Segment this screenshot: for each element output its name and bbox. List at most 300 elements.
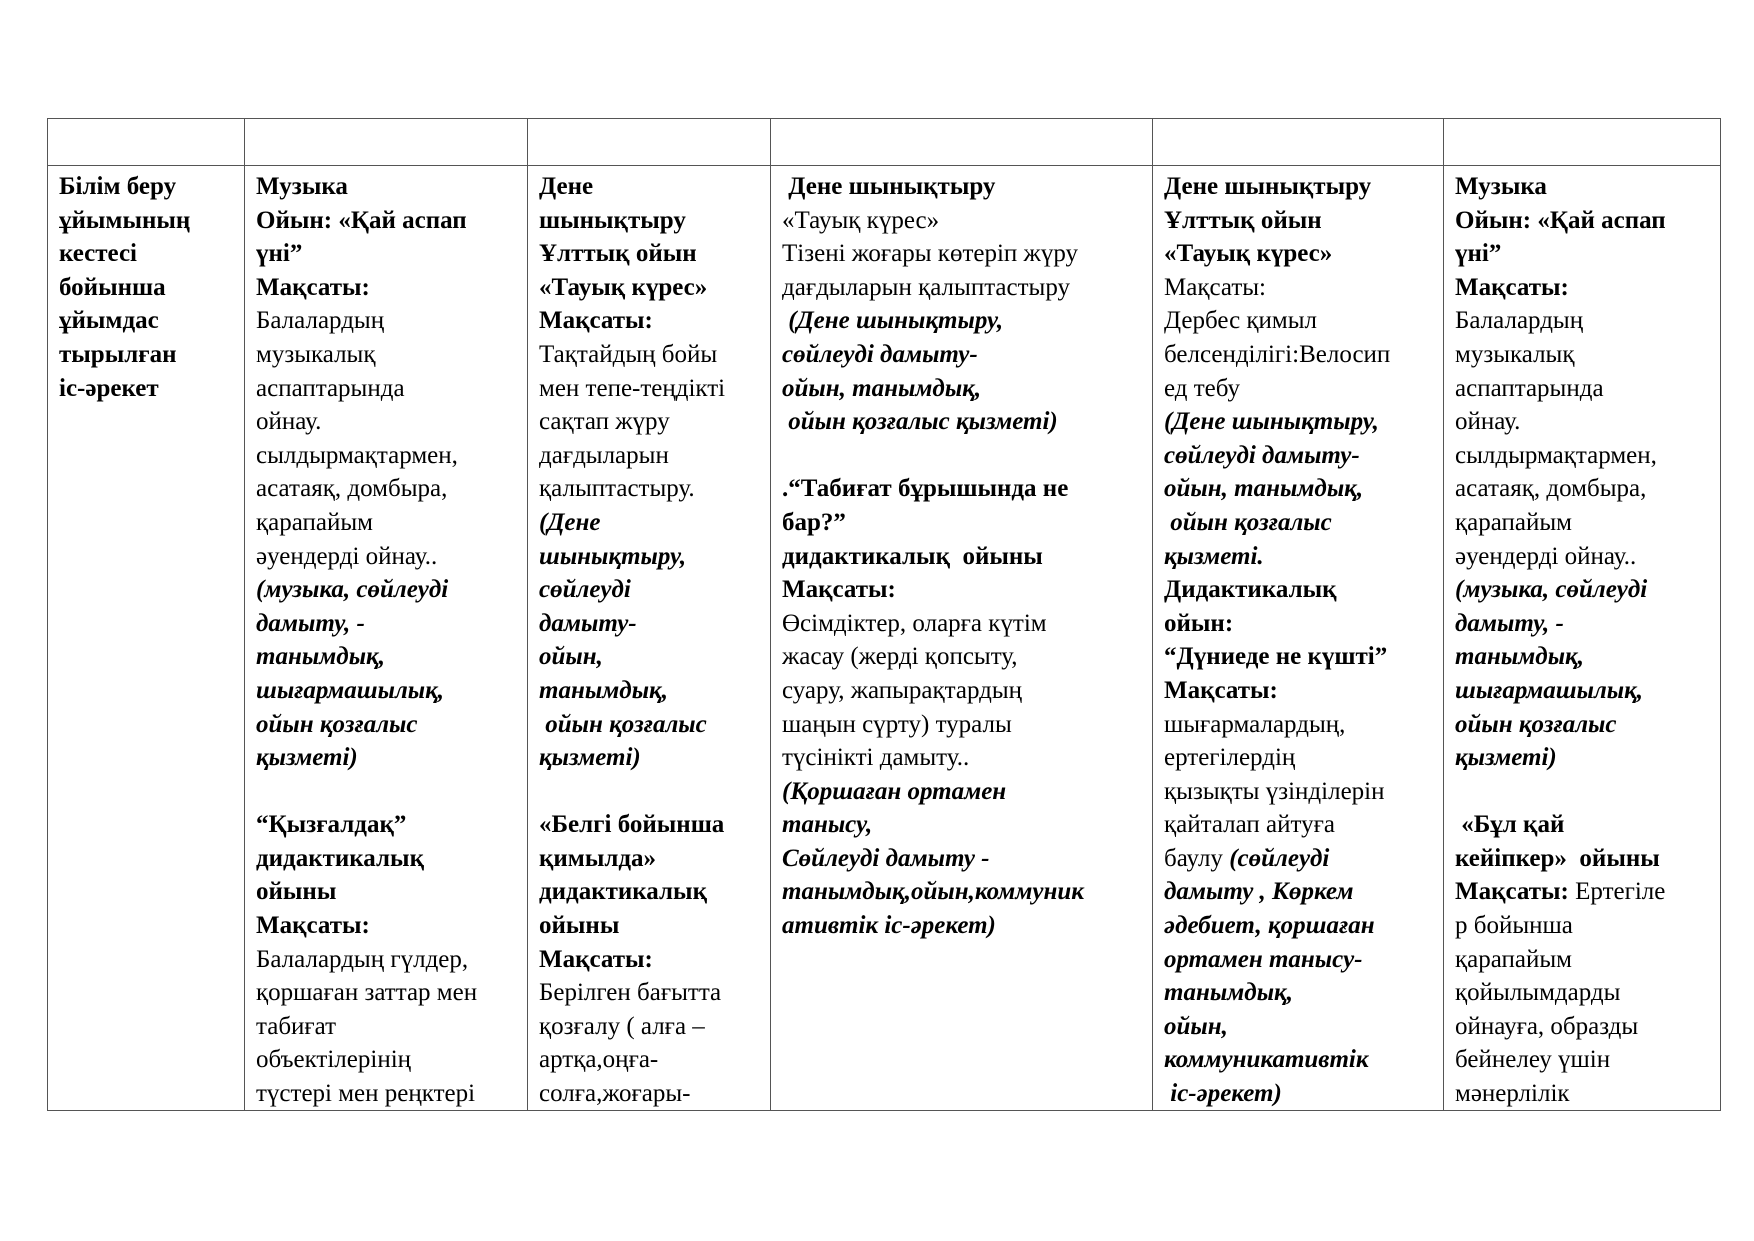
- text-run: Мақсаты:: [256, 912, 370, 940]
- text-line: [539, 338, 762, 372]
- text-run: объектілерінің: [256, 1046, 412, 1074]
- text-line: [782, 674, 1144, 708]
- text-line: [782, 808, 1144, 842]
- text-run: ед тебу: [1164, 374, 1241, 402]
- text-run: (Дене шынықтыру,: [1164, 408, 1379, 436]
- text-run: артқа,оңға-: [539, 1046, 659, 1074]
- text-run: музыкалық: [1455, 340, 1575, 368]
- text-line: [782, 573, 1144, 607]
- text-line: [1455, 506, 1712, 540]
- cell-content: [782, 170, 1144, 1110]
- text-line: [539, 1043, 762, 1077]
- text-line: [539, 405, 762, 439]
- text-line: [1455, 1077, 1712, 1110]
- text-run: сөйлеуді: [539, 576, 631, 604]
- text-run: Тізені жоғары көтеріп жүру: [782, 240, 1078, 268]
- text-run: Дене шынықтыру: [782, 173, 996, 200]
- text-line: [256, 540, 519, 574]
- friday-cell: [1444, 166, 1721, 1111]
- text-line: [256, 1077, 519, 1110]
- text-line: [1455, 338, 1712, 372]
- text-run: іс-әрекет: [59, 374, 159, 402]
- text-run: қызметі): [1455, 744, 1557, 772]
- text-run: дидактикалық ойыны: [782, 542, 1043, 570]
- text-run: «Тауық күрес»: [539, 273, 708, 301]
- text-run: кейіпкер» ойыны: [1455, 844, 1660, 872]
- activities-row: [48, 166, 1721, 1111]
- text-line: [59, 338, 236, 372]
- text-line: [782, 875, 1144, 909]
- text-run: танымдық,: [539, 676, 668, 704]
- text-run: шығармалардың,: [1164, 710, 1346, 738]
- text-run: дамыту, -: [1455, 609, 1564, 637]
- text-run: сөйлеуді дамыту-: [782, 340, 978, 368]
- text-run: Мақсаты:: [1164, 676, 1278, 704]
- text-run: суару, жапырақтардың: [782, 676, 1023, 704]
- text-line: [1164, 640, 1435, 674]
- text-line: [1455, 875, 1712, 909]
- text-run: Мақсаты:: [539, 307, 653, 335]
- text-line: [256, 741, 519, 775]
- text-line: [782, 607, 1144, 641]
- text-run: жасау (жерді қопсыту,: [782, 643, 1018, 671]
- text-line: [1164, 808, 1435, 842]
- text-run: Ертегіле: [1568, 878, 1666, 906]
- text-run: ойыны: [539, 912, 620, 940]
- text-line: [539, 472, 762, 506]
- blank-line: [256, 775, 519, 809]
- text-line: [256, 607, 519, 641]
- text-line: [539, 842, 762, 876]
- text-run: Балалардың: [1455, 307, 1584, 335]
- text-line: [539, 808, 762, 842]
- text-run: шығармашылық,: [256, 676, 445, 704]
- cell-content: [256, 170, 519, 1110]
- text-run: «Белгі бойынша: [539, 811, 725, 839]
- text-run: «Тауық күрес»: [782, 206, 940, 234]
- text-run: музыкалық: [256, 340, 376, 368]
- text-run: Ойын: «Қай аспап: [1455, 206, 1666, 234]
- text-line: [1455, 708, 1712, 742]
- text-run: шаңын сүрту) туралы: [782, 710, 1012, 738]
- text-line: [539, 708, 762, 742]
- text-run: Музыка: [256, 173, 348, 200]
- text-line: [256, 808, 519, 842]
- text-run: ойын қозғалыс: [1455, 710, 1617, 738]
- text-line: [1164, 573, 1435, 607]
- text-run: сөйлеуді дамыту-: [1164, 441, 1360, 469]
- header-cell: [528, 119, 771, 166]
- text-line: [256, 472, 519, 506]
- text-line: [539, 976, 762, 1010]
- text-run: (музыка, сөйлеуді: [256, 576, 449, 604]
- text-run: Дербес қимыл: [1164, 307, 1318, 335]
- text-line: [1455, 674, 1712, 708]
- text-line: [1164, 943, 1435, 977]
- text-run: ойын, танымдық,: [782, 374, 982, 402]
- text-line: [1455, 304, 1712, 338]
- text-run: Дене шынықтыру: [1164, 173, 1372, 200]
- text-run: танымдық,ойын,коммуник: [782, 878, 1084, 906]
- text-run: ойнауға, образды: [1455, 1012, 1639, 1040]
- text-run: бар?”: [782, 508, 846, 536]
- text-line: [1164, 472, 1435, 506]
- text-run: «Бұл қай: [1455, 811, 1565, 839]
- text-line: [539, 439, 762, 473]
- text-run: әуендерді ойнау..: [1455, 542, 1637, 570]
- text-line: [1455, 607, 1712, 641]
- text-run: Мақсаты:: [256, 273, 370, 301]
- text-run: мәнерлілік: [1455, 1080, 1570, 1108]
- text-line: [782, 708, 1144, 742]
- text-run: ойнау.: [256, 408, 322, 436]
- text-run: қимылда»: [539, 844, 657, 872]
- text-line: [256, 909, 519, 943]
- text-line: [539, 540, 762, 574]
- text-line: [1164, 170, 1435, 204]
- text-line: [1455, 640, 1712, 674]
- text-run: ойын, танымдық,: [1164, 475, 1364, 503]
- text-run: ойын қозғалыс: [539, 710, 707, 738]
- cell-content: [1455, 170, 1712, 1110]
- header-cell: [48, 119, 245, 166]
- text-line: [1455, 909, 1712, 943]
- text-line: [1455, 540, 1712, 574]
- text-line: [256, 842, 519, 876]
- text-line: [539, 640, 762, 674]
- text-run: дамыту-: [539, 609, 637, 637]
- text-line: [256, 943, 519, 977]
- text-line: [1164, 842, 1435, 876]
- text-run: қозғалу ( алға –: [539, 1012, 705, 1040]
- text-run: түстері мен реңктері: [256, 1080, 476, 1108]
- text-run: «Тауық күрес»: [1164, 240, 1333, 268]
- text-run: ойнау.: [1455, 408, 1521, 436]
- text-run: (Дене шынықтыру,: [782, 307, 1004, 335]
- text-line: [256, 304, 519, 338]
- text-run: танымдық,: [1164, 979, 1293, 1007]
- text-line: [1164, 405, 1435, 439]
- text-run: ойын қозғалыс қызметі): [782, 408, 1058, 436]
- text-line: [782, 506, 1144, 540]
- text-run: (Қоршаған ортамен: [782, 777, 1007, 805]
- wednesday-cell: [771, 166, 1153, 1111]
- text-line: [59, 204, 236, 238]
- text-line: [1455, 1010, 1712, 1044]
- text-line: [1164, 741, 1435, 775]
- text-line: [256, 1043, 519, 1077]
- text-run: Ұлттық ойын: [539, 240, 697, 268]
- text-run: Балалардың гүлдер,: [256, 945, 469, 973]
- text-line: [256, 338, 519, 372]
- text-line: [1455, 405, 1712, 439]
- header-cell: [245, 119, 528, 166]
- text-run: Дене: [539, 173, 594, 200]
- text-line: [1164, 775, 1435, 809]
- text-run: ойыны: [256, 878, 337, 906]
- text-run: “Қызғалдақ”: [256, 811, 407, 839]
- text-line: [782, 204, 1144, 238]
- text-run: әдебиет, қоршаған: [1164, 912, 1375, 940]
- text-run: бейнелеу үшін: [1455, 1046, 1611, 1074]
- text-line: [1164, 708, 1435, 742]
- thursday-cell: [1153, 166, 1444, 1111]
- text-line: [539, 204, 762, 238]
- text-run: үні”: [256, 240, 303, 268]
- text-line: [539, 674, 762, 708]
- blank-line: [782, 439, 1144, 473]
- text-run: тырылған: [59, 340, 177, 368]
- text-run: Берілген бағытта: [539, 979, 722, 1007]
- text-line: [256, 372, 519, 406]
- text-line: [539, 372, 762, 406]
- text-line: [256, 271, 519, 305]
- text-line: [256, 237, 519, 271]
- text-line: [1455, 976, 1712, 1010]
- text-line: [1164, 1010, 1435, 1044]
- text-run: дағдыларын: [539, 441, 669, 469]
- text-line: [59, 271, 236, 305]
- text-run: баулу: [1164, 844, 1230, 872]
- text-run: қоршаған заттар мен: [256, 979, 478, 1007]
- text-line: [256, 1010, 519, 1044]
- row-label-cell: [48, 166, 245, 1111]
- text-run: қайталап айтуға: [1164, 811, 1335, 839]
- text-line: [1455, 472, 1712, 506]
- text-line: [256, 405, 519, 439]
- text-run: танымдық,: [1455, 643, 1584, 671]
- text-line: [782, 842, 1144, 876]
- text-run: мен тепе-теңдікті: [539, 374, 726, 402]
- text-line: [1164, 304, 1435, 338]
- text-line: [256, 204, 519, 238]
- text-line: [1164, 1077, 1435, 1110]
- text-run: асатаяқ, домбыра,: [1455, 475, 1647, 503]
- text-run: дамыту, -: [256, 609, 365, 637]
- text-line: [1164, 1043, 1435, 1077]
- tuesday-cell: [528, 166, 771, 1111]
- text-line: [782, 372, 1144, 406]
- text-line: [1164, 439, 1435, 473]
- text-run: шынықтыру,: [539, 542, 687, 570]
- text-run: дидактикалық: [256, 844, 424, 872]
- text-run: Мақсаты:: [1164, 273, 1266, 301]
- text-run: шынықтыру: [539, 206, 686, 234]
- text-line: [782, 170, 1144, 204]
- cell-content: [1164, 170, 1435, 1110]
- header-cell: [1153, 119, 1444, 166]
- text-line: [256, 640, 519, 674]
- text-line: [256, 674, 519, 708]
- text-run: іс-әрекет): [1164, 1080, 1282, 1108]
- text-line: [1455, 1043, 1712, 1077]
- text-line: [539, 741, 762, 775]
- text-line: [539, 1010, 762, 1044]
- header-row: [48, 119, 1721, 166]
- text-run: дағдыларын қалыптастыру: [782, 273, 1071, 301]
- text-line: [539, 607, 762, 641]
- text-run: “Дүниеде не күшті”: [1164, 643, 1388, 671]
- text-run: р бойынша: [1455, 912, 1573, 940]
- text-line: [782, 304, 1144, 338]
- text-line: [539, 304, 762, 338]
- text-run: ұйымдас: [59, 307, 159, 335]
- text-run: Сөйлеуді дамыту -: [782, 844, 990, 872]
- text-run: ойын қозғалыс: [1164, 508, 1332, 536]
- text-line: [1455, 943, 1712, 977]
- text-run: қалыптастыру.: [539, 475, 695, 503]
- text-line: [539, 170, 762, 204]
- text-run: Өсімдіктер, оларға күтім: [782, 609, 1047, 637]
- text-run: сылдырмақтармен,: [256, 441, 458, 469]
- text-line: [782, 237, 1144, 271]
- text-run: табиғат: [256, 1012, 337, 1040]
- text-run: қызметі): [256, 744, 358, 772]
- schedule-table: [47, 118, 1721, 1111]
- text-run: ойын,: [1164, 1012, 1228, 1040]
- text-line: [256, 976, 519, 1010]
- text-line: [1455, 372, 1712, 406]
- text-run: Мақсаты:: [539, 945, 653, 973]
- text-run: Балалардың: [256, 307, 385, 335]
- text-run: қарапайым: [1455, 508, 1572, 536]
- text-line: [539, 1077, 762, 1110]
- text-line: [782, 338, 1144, 372]
- text-line: [256, 170, 519, 204]
- text-line: [256, 573, 519, 607]
- text-line: [1455, 808, 1712, 842]
- text-line: [782, 540, 1144, 574]
- text-run: ұйымының: [59, 206, 191, 234]
- text-run: Мақсаты:: [1455, 878, 1569, 906]
- cell-content: [539, 170, 762, 1110]
- text-line: [782, 405, 1144, 439]
- text-line: [59, 237, 236, 271]
- text-line: [1164, 875, 1435, 909]
- text-run: шығармашылық,: [1455, 676, 1644, 704]
- text-run: ертегілердің: [1164, 744, 1296, 772]
- text-run: кестесі: [59, 240, 138, 268]
- text-run: қарапайым: [256, 508, 373, 536]
- text-line: [782, 472, 1144, 506]
- text-line: [256, 708, 519, 742]
- text-line: [1455, 170, 1712, 204]
- text-run: қойылымдарды: [1455, 979, 1621, 1007]
- text-line: [782, 271, 1144, 305]
- monday-cell: [245, 166, 528, 1111]
- text-line: [782, 909, 1144, 943]
- text-line: [1164, 607, 1435, 641]
- text-run: Музыка: [1455, 173, 1547, 200]
- text-line: [1164, 976, 1435, 1010]
- text-line: [256, 506, 519, 540]
- text-run: сақтап жүру: [539, 408, 670, 436]
- text-line: [1455, 741, 1712, 775]
- text-line: [539, 875, 762, 909]
- text-line: [1164, 271, 1435, 305]
- text-line: [782, 775, 1144, 809]
- text-run: коммуникативтік: [1164, 1046, 1369, 1074]
- text-line: [1455, 271, 1712, 305]
- text-run: ортамен танысу-: [1164, 945, 1363, 973]
- text-run: ойын қозғалыс: [256, 710, 418, 738]
- text-line: [1164, 338, 1435, 372]
- text-run: аспаптарында: [1455, 374, 1604, 402]
- text-run: (Дене: [539, 508, 601, 536]
- text-line: [1164, 372, 1435, 406]
- text-line: [1164, 237, 1435, 271]
- text-line: [59, 304, 236, 338]
- text-run: қызметі.: [1164, 542, 1264, 570]
- text-run: Ұлттық ойын: [1164, 206, 1322, 234]
- text-run: қызметі): [539, 744, 641, 772]
- text-run: асатаяқ, домбыра,: [256, 475, 448, 503]
- text-line: [1164, 204, 1435, 238]
- text-line: [539, 943, 762, 977]
- text-line: [1164, 909, 1435, 943]
- text-line: [539, 271, 762, 305]
- blank-line: [1455, 775, 1712, 809]
- text-line: [782, 741, 1144, 775]
- text-run: танымдық,: [256, 643, 385, 671]
- text-run: Мақсаты:: [782, 576, 896, 604]
- text-line: [1164, 506, 1435, 540]
- text-run: танысу,: [782, 811, 873, 839]
- text-line: [539, 573, 762, 607]
- blank-line: [539, 775, 762, 809]
- text-run: Ойын: «Қай аспап: [256, 206, 467, 234]
- text-run: Тақтайдың бойы: [539, 340, 718, 368]
- text-line: [1164, 674, 1435, 708]
- text-run: ативтік іс-әрекет): [782, 912, 996, 940]
- text-line: [782, 640, 1144, 674]
- text-run: аспаптарында: [256, 374, 405, 402]
- text-run: сылдырмақтармен,: [1455, 441, 1657, 469]
- text-line: [256, 439, 519, 473]
- header-cell: [1444, 119, 1721, 166]
- text-run: түсінікті дамыту..: [782, 744, 970, 772]
- text-run: ойын:: [1164, 609, 1234, 637]
- text-line: [1164, 540, 1435, 574]
- text-line: [539, 506, 762, 540]
- text-run: (сөйлеуді: [1229, 844, 1330, 872]
- text-run: қарапайым: [1455, 945, 1572, 973]
- text-line: [59, 170, 236, 204]
- text-run: үні”: [1455, 240, 1502, 268]
- text-line: [1455, 842, 1712, 876]
- text-line: [1455, 573, 1712, 607]
- cell-content: [59, 170, 236, 1110]
- text-run: бойынша: [59, 273, 166, 301]
- text-line: [256, 875, 519, 909]
- text-run: (музыка, сөйлеуді: [1455, 576, 1648, 604]
- text-run: белсенділігі:Велосип: [1164, 340, 1391, 368]
- text-line: [1455, 204, 1712, 238]
- text-line: [539, 909, 762, 943]
- text-run: әуендерді ойнау..: [256, 542, 438, 570]
- text-run: .“Табиғат бұрышында не: [782, 475, 1069, 503]
- text-run: қызықты үзінділерін: [1164, 777, 1385, 805]
- text-line: [1455, 439, 1712, 473]
- text-run: дидактикалық: [539, 878, 707, 906]
- text-run: солға,жоғары-: [539, 1080, 691, 1108]
- text-line: [59, 372, 236, 406]
- text-run: Дидактикалық: [1164, 576, 1337, 604]
- text-run: ойын,: [539, 643, 603, 671]
- text-run: дамыту , Көркем: [1164, 878, 1354, 906]
- text-run: Білім беру: [59, 173, 177, 200]
- text-line: [539, 237, 762, 271]
